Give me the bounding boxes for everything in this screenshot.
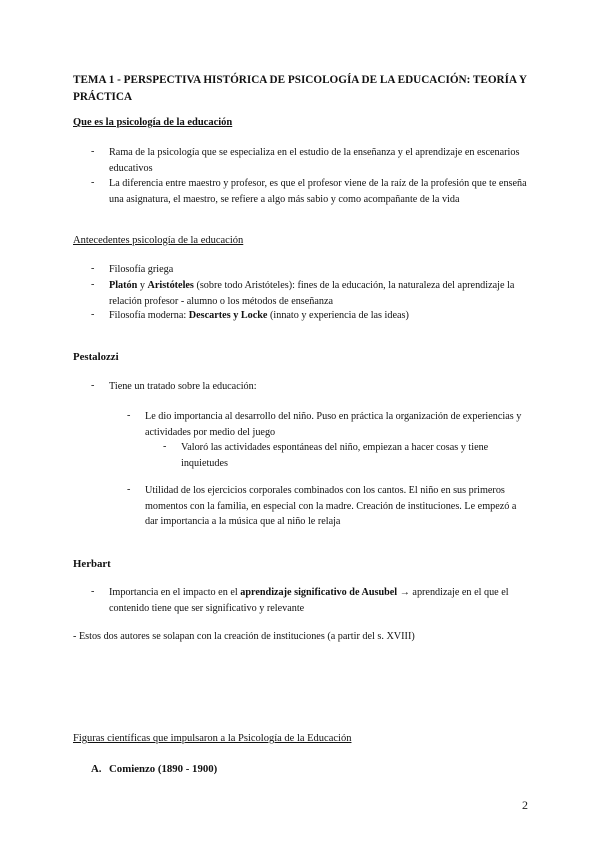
page-number: 2: [522, 798, 528, 812]
list-item: Tiene un tratado sobre la educación:: [109, 381, 257, 392]
section-heading-que-es: Que es la psicología de la educación: [73, 117, 233, 128]
bullet-dash: -: [91, 279, 95, 290]
list-item: Le dio importancia al desarrollo del niño. Puso en práctica la organización de experiencias y actividades por medio del juego: [145, 411, 522, 438]
bullet-dash: -: [127, 410, 131, 421]
bullet-dash: -: [91, 263, 95, 274]
list-item: Filosofía griega: [109, 264, 174, 275]
list-item: Rama de la psicología que se especializa en el estudio de la enseñanza y el aprendizaje en escenarios educativos: [109, 147, 520, 174]
document-title: TEMA 1 - PERSPECTIVA HISTÓRICA DE PSICOLOGÍA DE LA EDUCACIÓN: TEORÍA Y PRÁCTICA: [73, 74, 527, 103]
section-heading-pestalozzi: Pestalozzi: [73, 351, 119, 363]
bold-name: Aristóteles: [147, 280, 194, 291]
bullet-dash: -: [91, 309, 95, 320]
subsection-heading-comienzo: Comienzo (1890 - 1900): [109, 763, 218, 775]
bullet-dash: -: [163, 441, 167, 452]
text-run: (innato y experiencia de las ideas): [267, 310, 409, 321]
text-run: Importancia en el impacto en el: [109, 587, 241, 598]
text-run: (sobre todo Aristóteles): fines de la educación, la naturaleza del aprendizaje la relación profesor - alumno o los métodos de enseñanza: [109, 280, 515, 307]
section-heading-figuras: Figuras científicas que impulsaron a la Psicología de la Educación: [73, 733, 352, 744]
bullet-dash: -: [91, 586, 95, 597]
note-text: - Estos dos autores se solapan con la creación de instituciones (a partir del s. XVIII): [73, 631, 415, 642]
bold-name: Platón: [109, 280, 138, 291]
list-item: [109, 308, 529, 324]
bold-name: Descartes y Locke: [188, 310, 268, 321]
bullet-dash: -: [91, 380, 95, 391]
list-item: [109, 585, 529, 616]
list-marker: A.: [91, 763, 102, 775]
text-run: Filosofía moderna:: [109, 310, 189, 321]
section-heading-herbart: Herbart: [73, 558, 111, 570]
text-run: y: [137, 280, 148, 291]
section-heading-antecedentes: Antecedentes psicología de la educación: [73, 235, 244, 246]
bullet-dash: -: [91, 146, 95, 157]
list-item: [109, 278, 529, 309]
bullet-dash: -: [127, 484, 131, 495]
text-run: → aprendizaje en el que el contenido tiene que ser significativo y relevante: [109, 587, 509, 614]
list-item: Utilidad de los ejercicios corporales combinados con los cantos. El niño en sus primeros momentos con la familia, en especial con la madre. Creación de instituciones. Le empezó a dar importancia a la música que al niño le relaja: [145, 485, 517, 527]
list-item: La diferencia entre maestro y profesor, es que el profesor viene de la raíz de la profesión que te enseña una asignatura, el maestro, se refiere a algo más sabio y como acompañante de la vida: [109, 178, 527, 205]
bold-term: aprendizaje significativo de Ausubel: [240, 587, 398, 598]
list-item: Valoró las actividades espontáneas del niño, empiezan a hacer cosas y tiene inquietudes: [181, 442, 489, 469]
bullet-dash: -: [91, 177, 95, 188]
